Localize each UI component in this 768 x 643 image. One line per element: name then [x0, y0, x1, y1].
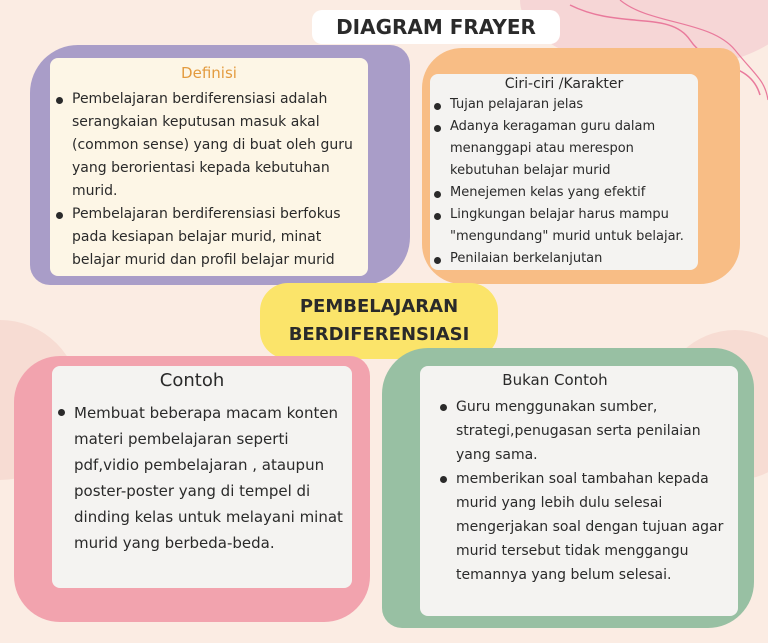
- bukan-contoh-heading: Bukan Contoh: [502, 371, 608, 389]
- ciri-heading: Ciri-ciri /Karakter: [504, 76, 624, 92]
- center-topic-line2: BERDIFERENSIASI: [288, 324, 470, 345]
- definisi-heading: Definisi: [181, 64, 237, 82]
- bukan-contoh-list: [438, 395, 738, 587]
- list-item: Tujan pelajaran jelas: [432, 94, 694, 116]
- contoh-list: [56, 400, 346, 556]
- list-item: Pembelajaran berdiferensiasi adalah serangkaian keputusan masuk akal (common sense) yang di buat oleh guru yang berorientasi kepada kebutuhan murid.: [54, 88, 368, 203]
- list-item: Membuat beberapa macam konten materi pembelajaran seperti pdf,vidio pembelajaran , ataupun poster-poster yang di tempel di dinding kelas untuk melayani minat murid yang berbeda-beda.: [56, 400, 346, 556]
- center-topic-line1: PEMBELAJARAN: [299, 296, 459, 317]
- list-item: Guru menggunakan sumber, strategi,penugasan serta penilaian yang sama.: [438, 395, 738, 467]
- ciri-list: [432, 94, 694, 270]
- list-item: Adanya keragaman guru dalam menanggapi atau merespon kebutuhan belajar murid: [432, 116, 694, 182]
- list-item: Menejemen kelas yang efektif: [432, 182, 694, 204]
- list-item: Pembelajaran berdiferensiasi berfokus pada kesiapan belajar murid, minat belajar murid dan profil belajar murid: [54, 203, 368, 272]
- list-item: Lingkungan belajar harus mampu "mengundang" murid untuk belajar.: [432, 204, 694, 248]
- list-item: Penilaian berkelanjutan: [432, 248, 694, 270]
- page-title: DIAGRAM FRAYER: [312, 10, 560, 44]
- contoh-heading: Contoh: [159, 370, 225, 391]
- list-item: memberikan soal tambahan kepada murid yang lebih dulu selesai mengerjakan soal dengan tujuan agar murid tersebut tidak menggangu temannya yang belum selesai.: [438, 467, 738, 587]
- definisi-list: [54, 88, 368, 272]
